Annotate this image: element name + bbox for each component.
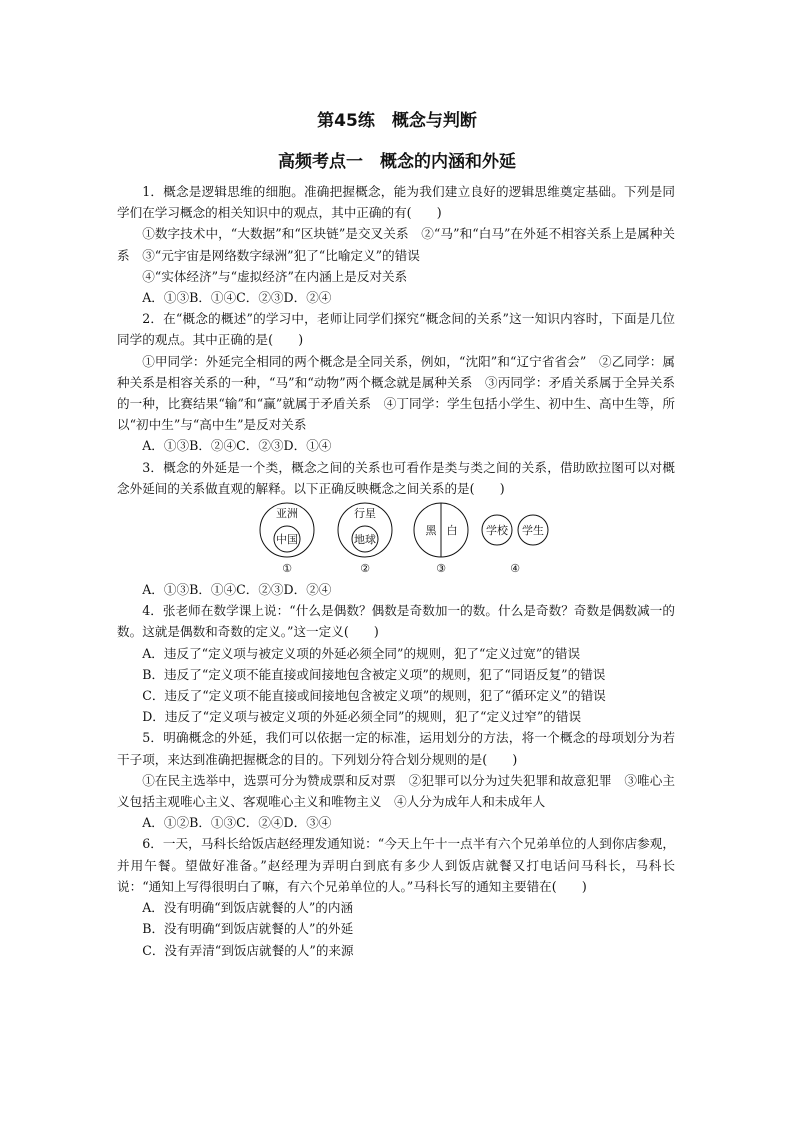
page-title: 第45练 概念与判断	[317, 111, 477, 131]
label-asia: 亚洲	[276, 507, 298, 521]
question-2-items: ①甲同学：外延完全相同的两个概念是全同关系，例如，“沈阳”和“辽宁省省会” ②乙同学：属种关系是相容关系的一种，“马”和“动物”两个概念就是属种关系 ③丙同学：矛盾关系属于全异关系的一种，比赛结果“输”和“赢”就属于矛盾关系 ④丁同学：学生包括小学生、初中生、高中生等，所以“初中生”与“高中生”是反对关系	[117, 353, 675, 433]
question-1-options: A．①③B．①④C．②③D．②④	[142, 290, 332, 306]
euler-diagrams	[259, 501, 549, 577]
question-3-options: A．①③B．①④C．②③D．②④	[142, 582, 332, 598]
label-white: 白	[446, 524, 458, 538]
question-3-stem: 3．概念的外延是一个类，概念之间的关系也可看作是类与类之间的关系，借助欧拉图可以对概念外延间的关系做直观的解释。以下正确反映概念之间关系的是( )	[117, 459, 675, 496]
question-6-stem: 6．一天，马科长给饭店赵经理发通知说：“今天上午十一点半有六个兄弟单位的人到你店参观，并用午餐。望做好准备。”赵经理为弄明白到底有多少人到饭店就餐又打电话问马科长，马科长说：“通知上写得很明白了嘛，有六个兄弟单位的人。”马科长写的通知主要错在( )	[117, 836, 675, 894]
label-earth: 地球	[354, 533, 376, 547]
section-title: 高频考点一 概念的内涵和外延	[278, 152, 516, 172]
label-school: 学校	[486, 524, 508, 538]
question-1-stem: 1．概念是逻辑思维的细胞。准确把握概念，能为我们建立良好的逻辑思维奠定基础。下列是同学们在学习概念的相关知识中的观点，其中正确的有( )	[117, 184, 675, 221]
question-5-stem: 5．明确概念的外延，我们可以依据一定的标准，运用划分的方法，将一个概念的母项划分为若干子项，来达到准确把握概念的目的。下列划分符合划分规则的是( )	[117, 730, 675, 767]
diagram-2-number: ②	[360, 562, 370, 576]
question-4-choice-c: C．违反了“定义项不能直接或间接地包含被定义项”的规则，犯了“循环定义”的错误	[142, 688, 606, 704]
euler-diagram-3	[414, 503, 468, 575]
label-china: 中国	[276, 533, 298, 547]
euler-diagram-2	[338, 503, 392, 575]
euler-diagram-figure	[117, 501, 675, 577]
question-2-stem: 2．在“概念的概述”的学习中，老师让同学们探究“概念间的关系”这一知识内容时，下面是几位同学的观点。其中正确的是( )	[117, 311, 675, 348]
question-1-items: ①数字技术中，“大数据”和“区块链”是交叉关系 ②“马”和“白马”在外延不相容关系上是属种关系 ③“元宇宙是网络数字绿洲”犯了“比喻定义”的错误	[117, 226, 675, 263]
label-student: 学生	[522, 524, 544, 538]
label-black: 黑	[425, 524, 437, 538]
question-4-choice-b: B．违反了“定义项不能直接或间接地包含被定义项”的规则，犯了“同语反复”的错误	[142, 666, 606, 682]
euler-diagram-4	[482, 515, 548, 575]
question-5-items: ①在民主选举中，选票可分为赞成票和反对票 ②犯罪可以分为过失犯罪和故意犯罪 ③唯心主义包括主观唯心主义、客观唯心主义和唯物主义 ④人分为成年人和未成年人	[117, 772, 675, 810]
euler-diagram-1	[260, 503, 314, 575]
question-6-choice-a: A．没有明确“到饭店就餐的人”的内涵	[142, 900, 354, 916]
label-planet: 行星	[354, 507, 376, 521]
question-list	[117, 181, 675, 961]
question-1-items-cont: ④“实体经济”与“虚拟经济”在内涵上是反对关系	[142, 268, 408, 284]
question-4-choice-d: D．违反了“定义项与被定义项的外延必须全同”的规则，犯了“定义过窄”的错误	[142, 709, 582, 725]
diagram-4-number: ④	[510, 562, 520, 576]
diagram-1-number: ①	[282, 562, 292, 576]
question-5-options: A．①②B．①③C．②④D．③④	[142, 815, 332, 831]
question-6-choice-c: C．没有弄清“到饭店就餐的人”的来源	[142, 942, 354, 958]
question-6-choice-b: B．没有明确“到饭店就餐的人”的外延	[142, 921, 354, 937]
question-2-options: A．①③B．②④C．②③D．①④	[142, 438, 332, 454]
diagram-3-number: ③	[436, 562, 446, 576]
question-4-choice-a: A．违反了“定义项与被定义项的外延必须全同”的规则，犯了“定义过宽”的错误	[142, 645, 581, 661]
question-4-stem: 4．张老师在数学课上说：“什么是偶数？偶数是奇数加一的数。什么是奇数？奇数是偶数减一的数。这就是偶数和奇数的定义。”这一定义( )	[117, 603, 675, 640]
